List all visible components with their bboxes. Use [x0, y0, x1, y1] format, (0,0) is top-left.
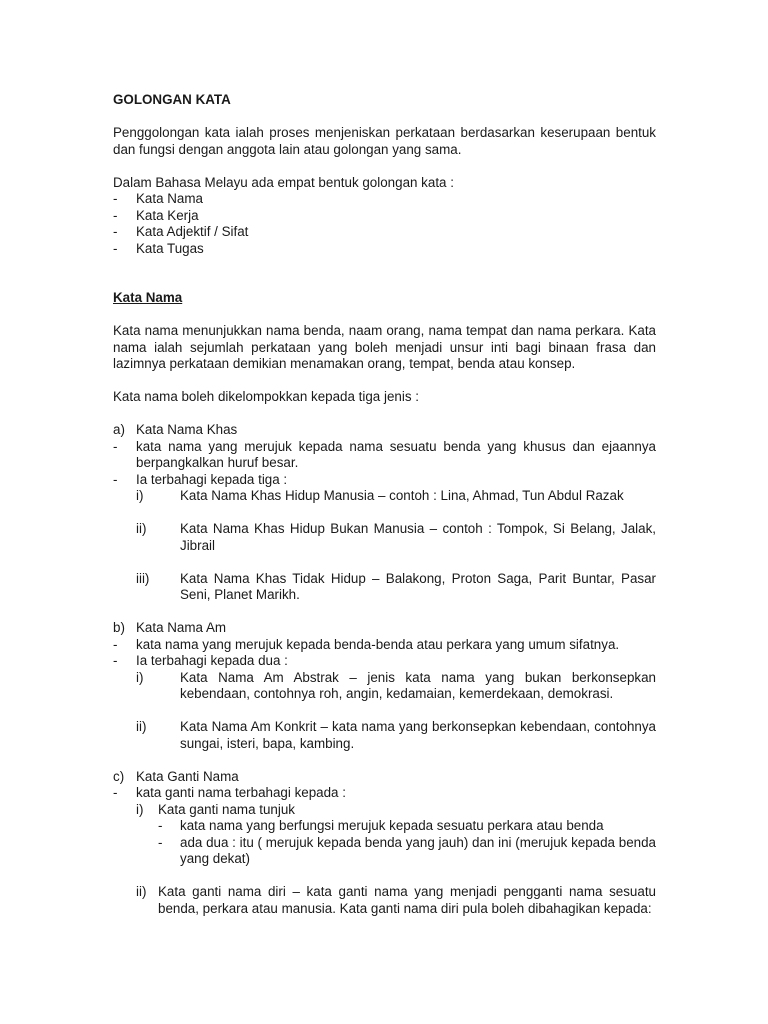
subsection-heading [113, 422, 656, 439]
list-item [113, 785, 656, 802]
bullet-dash: - [113, 785, 118, 800]
subsection-heading [113, 769, 656, 786]
subsection-title: Kata Nama Am [136, 620, 227, 635]
sub-list-item [113, 818, 656, 835]
roman-item-text: Kata ganti nama tunjuk [158, 801, 295, 817]
list-item [113, 653, 656, 670]
roman-marker: ii) [136, 521, 147, 536]
bullet-dash: - [113, 207, 118, 223]
list-item-text: Ia terbahagi kepada dua : [136, 653, 288, 668]
bullet-dash: - [113, 653, 118, 668]
roman-item-text: Kata Nama Khas Tidak Hidup – Balakong, Proton Saga, Parit Buntar, Pasar Seni, Planet Marikh. [180, 570, 656, 602]
section-paragraph: Kata nama boleh dikelompokkan kepada tiga jenis : [113, 389, 419, 404]
bullet-dash: - [158, 818, 163, 833]
list-item-text: Kata Kerja [136, 207, 199, 223]
intro-paragraph: Penggolongan kata ialah proses menjeniskan perkataan berdasarkan keserupaan bentuk dan fungsi dengan anggota lain atau golongan yang sama. [113, 125, 656, 157]
section-heading: Kata Nama [113, 290, 183, 305]
roman-list-item [113, 719, 656, 752]
roman-marker: i) [136, 488, 144, 503]
roman-item-text: Kata Nama Khas Hidup Manusia – contoh : Lina, Ahmad, Tun Abdul Razak [180, 488, 624, 503]
roman-marker: ii) [136, 884, 147, 899]
list-item [113, 224, 656, 241]
list-item-text: Kata Adjektif / Sifat [136, 224, 249, 239]
subsection-title: Kata Ganti Nama [136, 768, 239, 784]
roman-list-item [113, 488, 656, 505]
list-item [113, 208, 656, 225]
document-title: GOLONGAN KATA [113, 92, 231, 107]
roman-list-item [113, 571, 656, 604]
list-item-text: Kata Tugas [136, 240, 204, 256]
list-item-text: kata nama yang merujuk kepada nama sesuatu benda yang khusus dan ejaannya berpangkalkan huruf besar. [136, 438, 656, 470]
bullet-dash: - [113, 471, 118, 487]
roman-marker: iii) [136, 570, 150, 586]
sub-list-item [113, 835, 656, 868]
subsection-heading [113, 620, 656, 637]
list-item [113, 637, 656, 654]
roman-item-text: Kata ganti nama diri – kata ganti nama yang menjadi pengganti nama sesuatu benda, perkara atau manusia. Kata ganti nama diri pula boleh dibahagikan kepada: [158, 884, 656, 916]
roman-marker: i) [136, 669, 144, 685]
roman-item-text: Kata Nama Am Konkrit – kata nama yang berkonsepkan kebendaan, contohnya sungai, isteri, bapa, kambing. [180, 719, 656, 751]
list-item [113, 439, 656, 472]
list-item [113, 191, 656, 208]
sub-list-item-text: ada dua : itu ( merujuk kepada benda yang jauh) dan ini (merujuk kepada benda yang dekat) [180, 834, 656, 866]
list-item [113, 241, 656, 258]
roman-list-item [113, 521, 656, 554]
subsection-marker: c) [113, 768, 125, 784]
document-page [113, 92, 656, 917]
roman-list-item [113, 670, 656, 703]
roman-list-item [113, 884, 656, 917]
subsection-marker: a) [113, 422, 125, 437]
list-item [113, 472, 656, 489]
roman-item-text: Kata Nama Khas Hidup Bukan Manusia – contoh : Tompok, Si Belang, Jalak, Jibrail [180, 521, 656, 553]
subsection-title: Kata Nama Khas [136, 422, 238, 437]
bullet-dash: - [113, 224, 118, 239]
roman-marker: ii) [136, 719, 147, 734]
list-item-text: Kata Nama [136, 191, 203, 206]
bullet-dash: - [113, 191, 118, 206]
section-paragraph: Kata nama menunjukkan nama benda, naam orang, nama tempat dan nama perkara. Kata nama ialah sejumlah perkataan yang boleh menjadi unsur inti bagi binaan frasa dan lazimnya perkataan demikian menamakan orang, tempat, benda atau konsep. [113, 323, 656, 371]
roman-item-text: Kata Nama Am Abstrak – jenis kata nama yang bukan berkonsepkan kebendaan, contohnya roh, angin, kedamaian, kemerdekaan, demokrasi. [180, 669, 656, 701]
roman-list-item [113, 802, 656, 819]
list-item-text: kata nama yang merujuk kepada benda-benda atau perkara yang umum sifatnya. [136, 636, 620, 652]
list-item-text: kata ganti nama terbahagi kepada : [136, 785, 346, 800]
bullet-dash: - [113, 438, 118, 454]
intro-list-lead: Dalam Bahasa Melayu ada empat bentuk golongan kata : [113, 174, 454, 190]
bullet-dash: - [113, 240, 118, 256]
bullet-dash: - [113, 636, 118, 652]
roman-marker: i) [136, 801, 144, 817]
list-item-text: Ia terbahagi kepada tiga : [136, 471, 288, 487]
sub-list-item-text: kata nama yang berfungsi merujuk kepada sesuatu perkara atau benda [180, 818, 604, 833]
bullet-dash: - [158, 834, 163, 850]
subsection-marker: b) [113, 620, 125, 635]
